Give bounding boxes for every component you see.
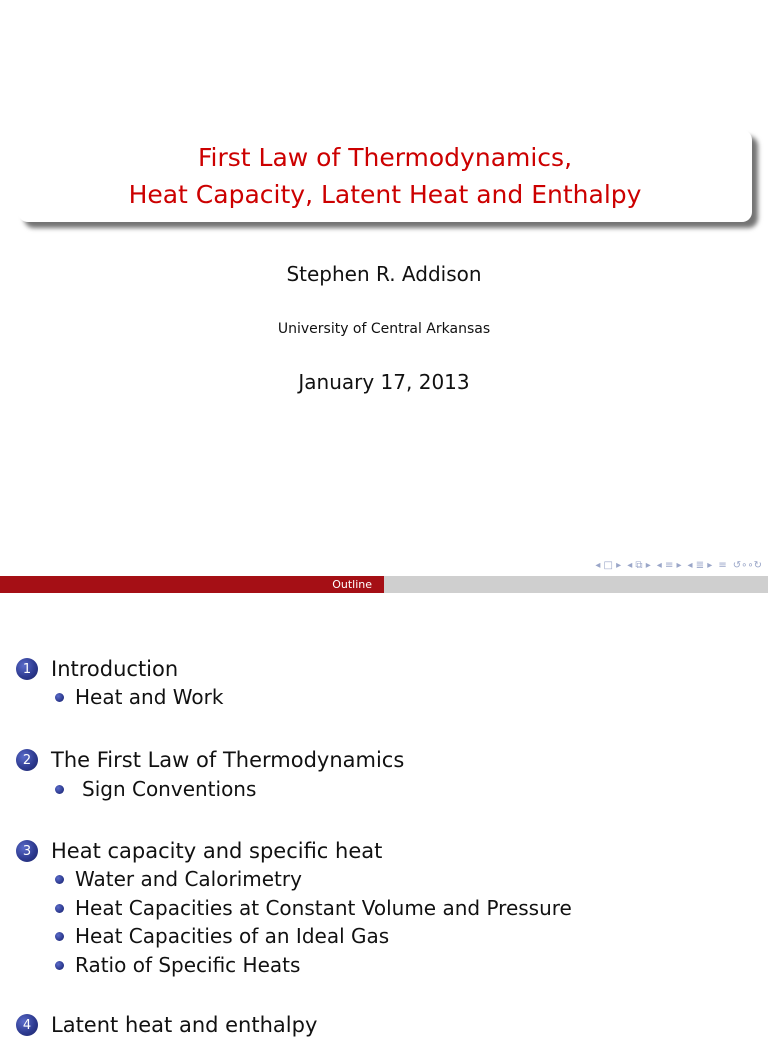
subsection-label: Sign Conventions — [82, 777, 257, 801]
outline-section-2[interactable] — [16, 748, 404, 772]
title-line-1: First Law of Thermodynamics, — [197, 143, 573, 172]
section-number-ball: 1 — [16, 658, 38, 680]
outline-subsection-3-1[interactable] — [55, 867, 302, 891]
presentation-date: January 17, 2013 — [298, 370, 470, 394]
nav-section-icon[interactable]: ◂ ≣ ▸ — [687, 560, 713, 571]
bullet-icon — [55, 904, 64, 913]
headline-bar — [0, 576, 768, 593]
section-label: Latent heat and enthalpy — [51, 1013, 318, 1037]
outline-section-4[interactable] — [16, 1013, 317, 1037]
outline-subsection-3-4[interactable] — [55, 953, 300, 977]
nav-prev-section-icon[interactable]: ◂ ≡ ▸ — [656, 560, 682, 571]
outline-subsection-1-1[interactable] — [55, 685, 223, 709]
subsection-label: Heat Capacities of an Ideal Gas — [75, 924, 390, 948]
outline-section-3[interactable] — [16, 839, 382, 863]
bullet-icon — [55, 961, 64, 970]
title-box — [18, 130, 752, 222]
bullet-icon — [55, 693, 64, 702]
bullet-icon — [55, 875, 64, 884]
section-label: Heat capacity and specific heat — [51, 839, 383, 863]
section-label: Introduction — [51, 657, 179, 681]
outline-subsection-3-2[interactable] — [55, 896, 572, 920]
outline-slide — [0, 593, 768, 1037]
nav-prev-subsection-icon[interactable]: ◂ ⧉ ▸ — [627, 560, 651, 571]
section-number-ball: 3 — [16, 840, 38, 862]
bullet-icon — [55, 785, 64, 794]
nav-prev-frame-icon[interactable]: ◂ □ ▸ — [595, 560, 622, 571]
title-line-2: Heat Capacity, Latent Heat and Enthalpy — [128, 180, 642, 209]
outline-subsection-3-3[interactable] — [55, 924, 389, 948]
outline-subsection-2-1[interactable] — [55, 777, 256, 801]
institute-name: University of Central Arkansas — [277, 321, 491, 337]
subsection-label: Water and Calorimetry — [75, 867, 302, 891]
slide-navigation — [595, 560, 762, 572]
nav-search-icon[interactable]: ↺∘∘↻ — [732, 560, 762, 571]
author-name: Stephen R. Addison — [286, 262, 482, 286]
headline-right-section — [384, 576, 768, 593]
outline-section-1[interactable] — [16, 657, 178, 681]
subsection-label: Heat and Work — [75, 685, 224, 709]
headline-left-section — [0, 576, 384, 593]
section-number-ball: 2 — [16, 749, 38, 771]
subsection-label: Heat Capacities at Constant Volume and Pressure — [75, 896, 572, 920]
subsection-label: Ratio of Specific Heats — [75, 953, 301, 977]
section-label: The First Law of Thermodynamics — [51, 748, 405, 772]
bullet-icon — [55, 932, 64, 941]
headline-outline-label: Outline — [332, 578, 372, 591]
section-number-ball: 4 — [16, 1014, 38, 1036]
nav-document-icon[interactable]: ≡ — [718, 560, 727, 571]
